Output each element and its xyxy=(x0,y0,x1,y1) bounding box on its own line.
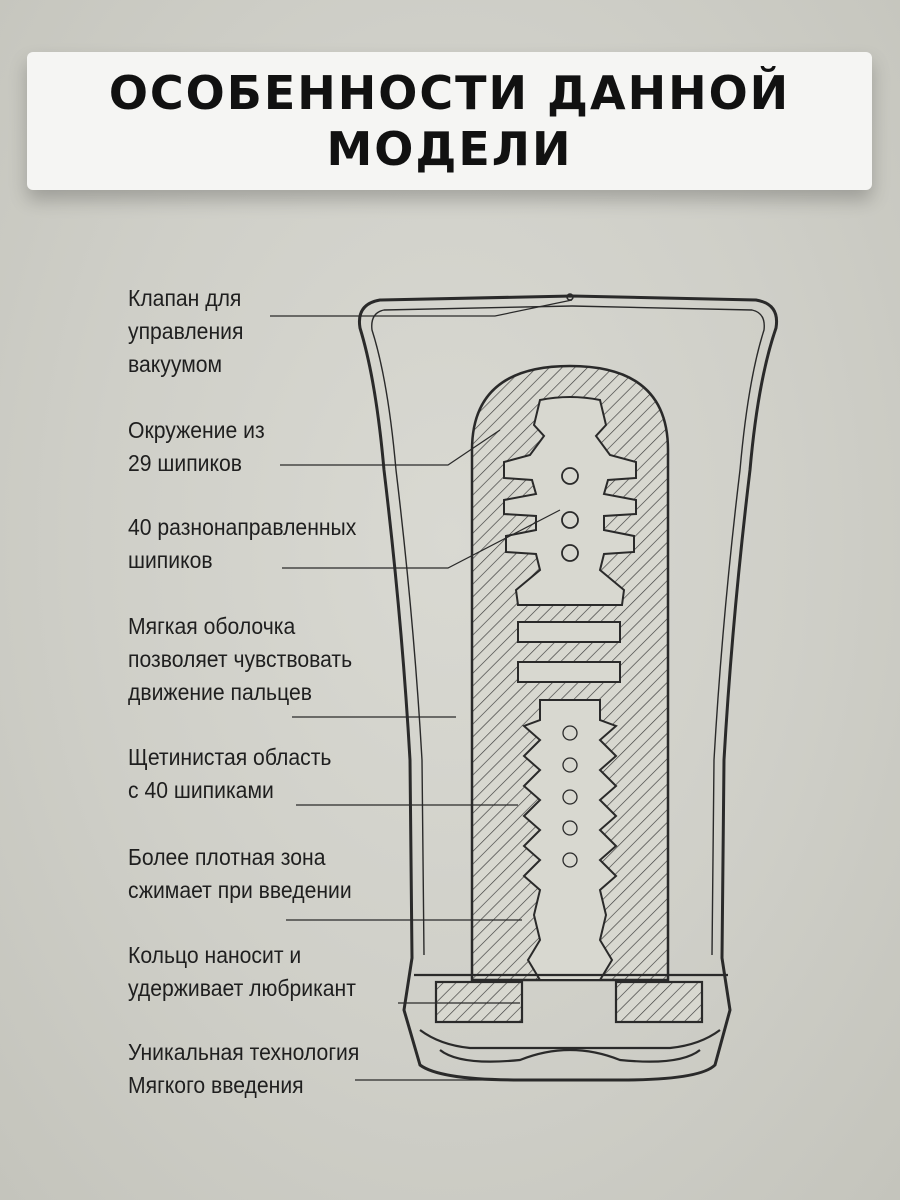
base-ring xyxy=(414,975,728,1062)
page-title: ОСОБЕННОСТИ ДАННОЙ МОДЕЛИ xyxy=(108,66,791,176)
label-40-multidirectional-nubs: 40 разнонаправленных шипиков xyxy=(128,514,357,573)
label-soft-shell: Мягкая оболочка позволяет чувствовать движение пальцев xyxy=(128,613,353,705)
label-lubricant-ring: Кольцо наносит и удерживает любрикант xyxy=(128,942,356,1001)
label-bristle-area: Щетинистая область с 40 шипиками xyxy=(128,744,332,803)
label-tight-zone: Более плотная зона сжимает при введении xyxy=(128,844,352,903)
label-29-nubs: Окружение из 29 шипиков xyxy=(128,417,265,476)
label-soft-entry-tech: Уникальная технология Мягкого введения xyxy=(128,1039,360,1098)
label-vacuum-valve: Клапан для управления вакуумом xyxy=(128,285,244,377)
